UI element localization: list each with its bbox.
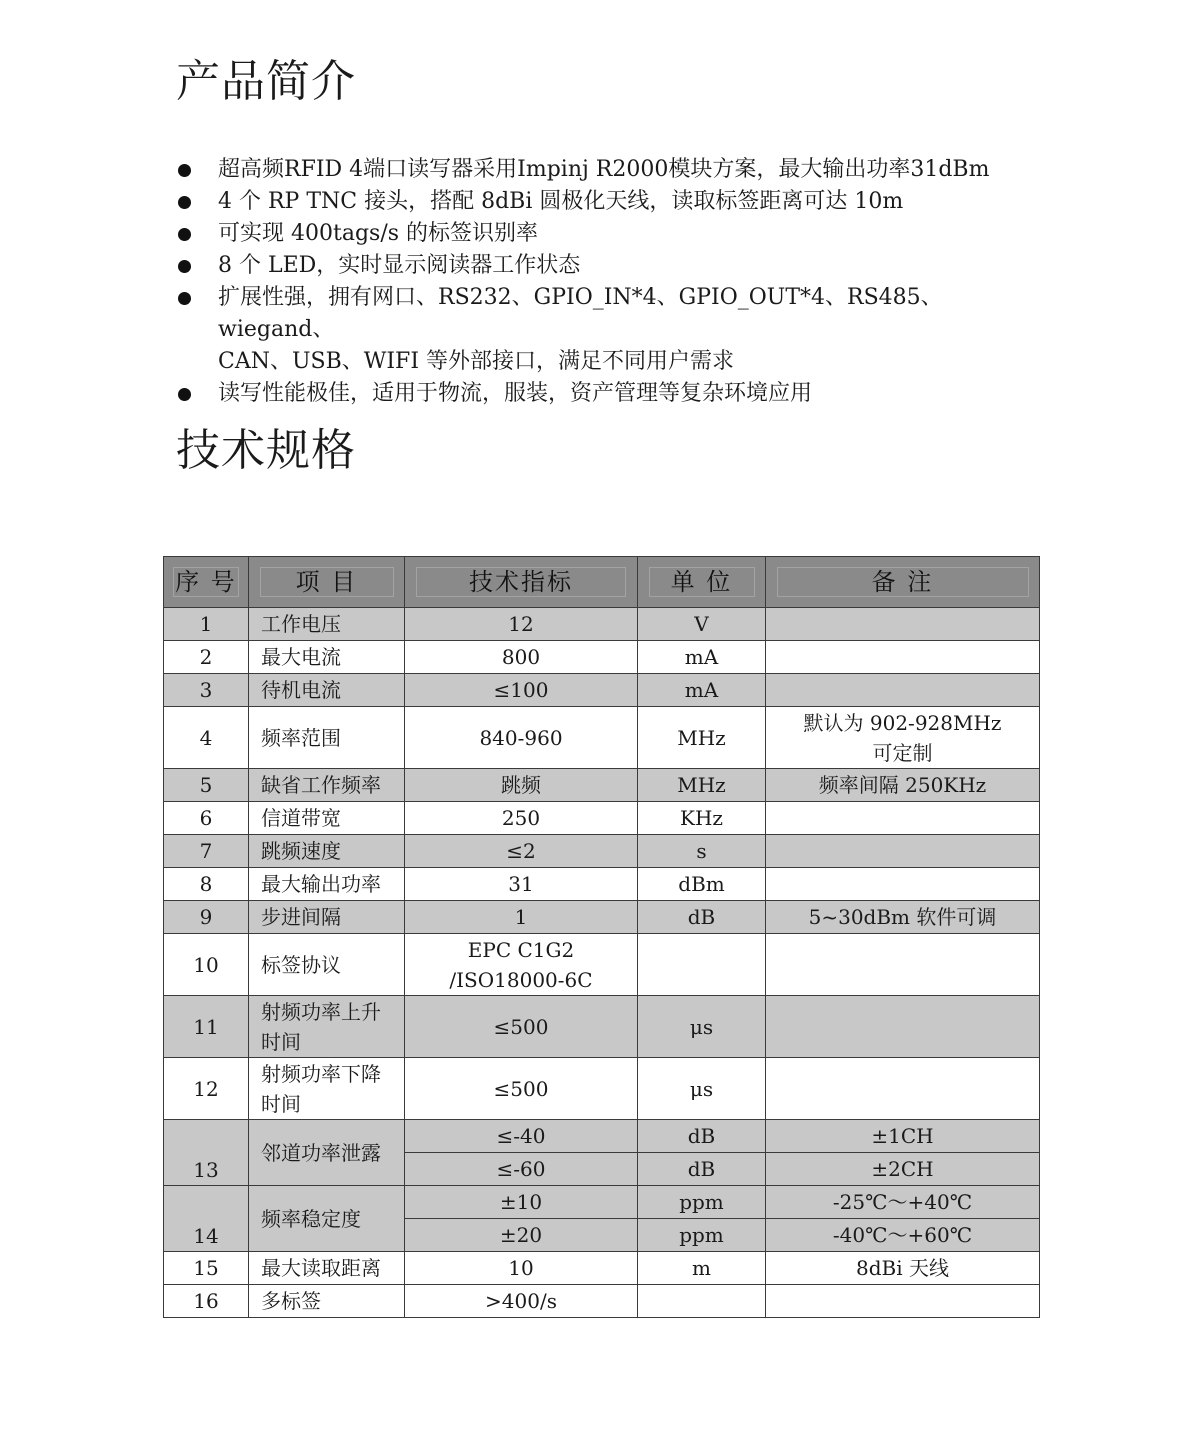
table-header-row bbox=[164, 557, 1040, 608]
row-note: 默认为 902-928MHz 可定制 bbox=[766, 707, 1040, 769]
table-row bbox=[164, 934, 1040, 996]
header-no-label: 序 号 bbox=[173, 567, 239, 597]
row-unit: m bbox=[638, 1252, 766, 1285]
row-note bbox=[766, 608, 1040, 641]
row-number: 10 bbox=[164, 934, 249, 996]
row-item: 射频功率下降 时间 bbox=[249, 1058, 405, 1120]
row-note bbox=[766, 868, 1040, 901]
header-item bbox=[249, 557, 405, 608]
row-unit: MHz bbox=[638, 769, 766, 802]
row-note bbox=[766, 802, 1040, 835]
row-number: 4 bbox=[164, 707, 249, 769]
row-unit bbox=[638, 1285, 766, 1318]
table-row bbox=[164, 1252, 1040, 1285]
table-row bbox=[164, 1120, 1040, 1153]
table-row bbox=[164, 1186, 1040, 1219]
row-number: 15 bbox=[164, 1252, 249, 1285]
spec-table bbox=[163, 556, 1040, 1318]
row-item: 频率稳定度 bbox=[249, 1186, 405, 1252]
header-note bbox=[766, 557, 1040, 608]
row-unit: KHz bbox=[638, 802, 766, 835]
row-unit: dB bbox=[638, 1120, 766, 1153]
row-note: -40℃～+60℃ bbox=[766, 1219, 1040, 1252]
row-unit: μs bbox=[638, 1058, 766, 1120]
header-unit-label: 单 位 bbox=[649, 567, 755, 597]
header-no bbox=[164, 557, 249, 608]
row-unit: ppm bbox=[638, 1186, 766, 1219]
row-item: 邻道功率泄露 bbox=[249, 1120, 405, 1186]
row-value: ≤100 bbox=[405, 674, 638, 707]
row-value: ±20 bbox=[405, 1219, 638, 1252]
table-row bbox=[164, 1285, 1040, 1318]
table-row bbox=[164, 1058, 1040, 1120]
row-unit: V bbox=[638, 608, 766, 641]
row-value: ≤500 bbox=[405, 1058, 638, 1120]
row-item: 最大读取距离 bbox=[249, 1252, 405, 1285]
row-item: 信道带宽 bbox=[249, 802, 405, 835]
row-value: 1 bbox=[405, 901, 638, 934]
row-unit: dB bbox=[638, 1153, 766, 1186]
table-row bbox=[164, 707, 1040, 769]
row-number: 2 bbox=[164, 641, 249, 674]
row-number: 9 bbox=[164, 901, 249, 934]
row-note: ±2CH bbox=[766, 1153, 1040, 1186]
row-unit: dB bbox=[638, 901, 766, 934]
row-unit: s bbox=[638, 835, 766, 868]
table-row bbox=[164, 868, 1040, 901]
row-note bbox=[766, 674, 1040, 707]
row-value: 800 bbox=[405, 641, 638, 674]
row-unit: dBm bbox=[638, 868, 766, 901]
bullet-dot-icon bbox=[178, 292, 191, 305]
feature-text: 可实现 400tags/s 的标签识别率 bbox=[218, 221, 539, 246]
row-value: ≤2 bbox=[405, 835, 638, 868]
row-value: 跳频 bbox=[405, 769, 638, 802]
bullet-dot-icon bbox=[178, 388, 191, 401]
feature-text: 读写性能极佳，适用于物流，服装，资产管理等复杂环境应用 bbox=[218, 381, 813, 406]
row-note: 5~30dBm 软件可调 bbox=[766, 901, 1040, 934]
row-item: 最大电流 bbox=[249, 641, 405, 674]
row-item: 待机电流 bbox=[249, 674, 405, 707]
row-number: 1 bbox=[164, 608, 249, 641]
header-unit bbox=[638, 557, 766, 608]
feature-item bbox=[176, 282, 1056, 378]
row-number: 12 bbox=[164, 1058, 249, 1120]
row-note bbox=[766, 1285, 1040, 1318]
row-item: 步进间隔 bbox=[249, 901, 405, 934]
feature-text: 4 个 RP TNC 接头，搭配 8dBi 圆极化天线，读取标签距离可达 10m bbox=[218, 189, 904, 214]
row-note: 8dBi 天线 bbox=[766, 1252, 1040, 1285]
row-value: ≤-40 bbox=[405, 1120, 638, 1153]
row-value: 12 bbox=[405, 608, 638, 641]
bullet-dot-icon bbox=[178, 164, 191, 177]
row-unit: μs bbox=[638, 996, 766, 1058]
feature-item bbox=[176, 186, 1056, 218]
row-value: 31 bbox=[405, 868, 638, 901]
row-unit: mA bbox=[638, 641, 766, 674]
row-note bbox=[766, 996, 1040, 1058]
row-number: 13 bbox=[164, 1120, 249, 1186]
row-note: ±1CH bbox=[766, 1120, 1040, 1153]
row-note bbox=[766, 934, 1040, 996]
feature-item bbox=[176, 250, 1056, 282]
header-value bbox=[405, 557, 638, 608]
row-unit: MHz bbox=[638, 707, 766, 769]
row-value: ±10 bbox=[405, 1186, 638, 1219]
header-item-label: 项 目 bbox=[260, 567, 394, 597]
row-number: 7 bbox=[164, 835, 249, 868]
row-item: 标签协议 bbox=[249, 934, 405, 996]
row-note bbox=[766, 1058, 1040, 1120]
row-item: 工作电压 bbox=[249, 608, 405, 641]
row-item: 跳频速度 bbox=[249, 835, 405, 868]
intro-title: 产品简介 bbox=[176, 56, 356, 107]
row-number: 8 bbox=[164, 868, 249, 901]
feature-item bbox=[176, 218, 1056, 250]
row-value: ≤500 bbox=[405, 996, 638, 1058]
row-note bbox=[766, 835, 1040, 868]
header-note-label: 备 注 bbox=[777, 567, 1029, 597]
row-number: 11 bbox=[164, 996, 249, 1058]
feature-text: 超高频RFID 4端口读写器采用Impinj R2000模块方案，最大输出功率31dBm bbox=[218, 157, 990, 182]
table-row bbox=[164, 901, 1040, 934]
feature-item bbox=[176, 378, 1056, 410]
table-row bbox=[164, 802, 1040, 835]
row-value: 10 bbox=[405, 1252, 638, 1285]
table-row bbox=[164, 996, 1040, 1058]
feature-text: 8 个 LED，实时显示阅读器工作状态 bbox=[218, 253, 581, 278]
row-item: 频率范围 bbox=[249, 707, 405, 769]
row-note: -25℃～+40℃ bbox=[766, 1186, 1040, 1219]
feature-text: 扩展性强，拥有网口、RS232、GPIO_IN*4、GPIO_OUT*4、RS485、wiegand、 CAN、USB、WIFI 等外部接口，满足不同用户需求 bbox=[218, 285, 943, 374]
row-value: 840-960 bbox=[405, 707, 638, 769]
row-number: 6 bbox=[164, 802, 249, 835]
table-row bbox=[164, 641, 1040, 674]
table-row bbox=[164, 835, 1040, 868]
row-unit: ppm bbox=[638, 1219, 766, 1252]
row-number: 3 bbox=[164, 674, 249, 707]
row-note bbox=[766, 641, 1040, 674]
feature-item bbox=[176, 154, 1056, 186]
table-row bbox=[164, 674, 1040, 707]
row-unit: mA bbox=[638, 674, 766, 707]
row-note: 频率间隔 250KHz bbox=[766, 769, 1040, 802]
row-item: 多标签 bbox=[249, 1285, 405, 1318]
row-unit bbox=[638, 934, 766, 996]
bullet-dot-icon bbox=[178, 260, 191, 273]
table-row bbox=[164, 608, 1040, 641]
row-number: 5 bbox=[164, 769, 249, 802]
row-number: 14 bbox=[164, 1186, 249, 1252]
feature-list bbox=[176, 154, 1056, 410]
row-value: 250 bbox=[405, 802, 638, 835]
table-row bbox=[164, 769, 1040, 802]
spec-table-body bbox=[164, 608, 1040, 1318]
bullet-dot-icon bbox=[178, 228, 191, 241]
row-value: ≤-60 bbox=[405, 1153, 638, 1186]
row-item: 射频功率上升 时间 bbox=[249, 996, 405, 1058]
header-value-label: 技术指标 bbox=[416, 567, 626, 597]
row-value: EPC C1G2 /ISO18000-6C bbox=[405, 934, 638, 996]
row-number: 16 bbox=[164, 1285, 249, 1318]
bullet-dot-icon bbox=[178, 196, 191, 209]
row-item: 缺省工作频率 bbox=[249, 769, 405, 802]
spec-title: 技术规格 bbox=[176, 425, 356, 476]
row-item: 最大输出功率 bbox=[249, 868, 405, 901]
row-value: >400/s bbox=[405, 1285, 638, 1318]
